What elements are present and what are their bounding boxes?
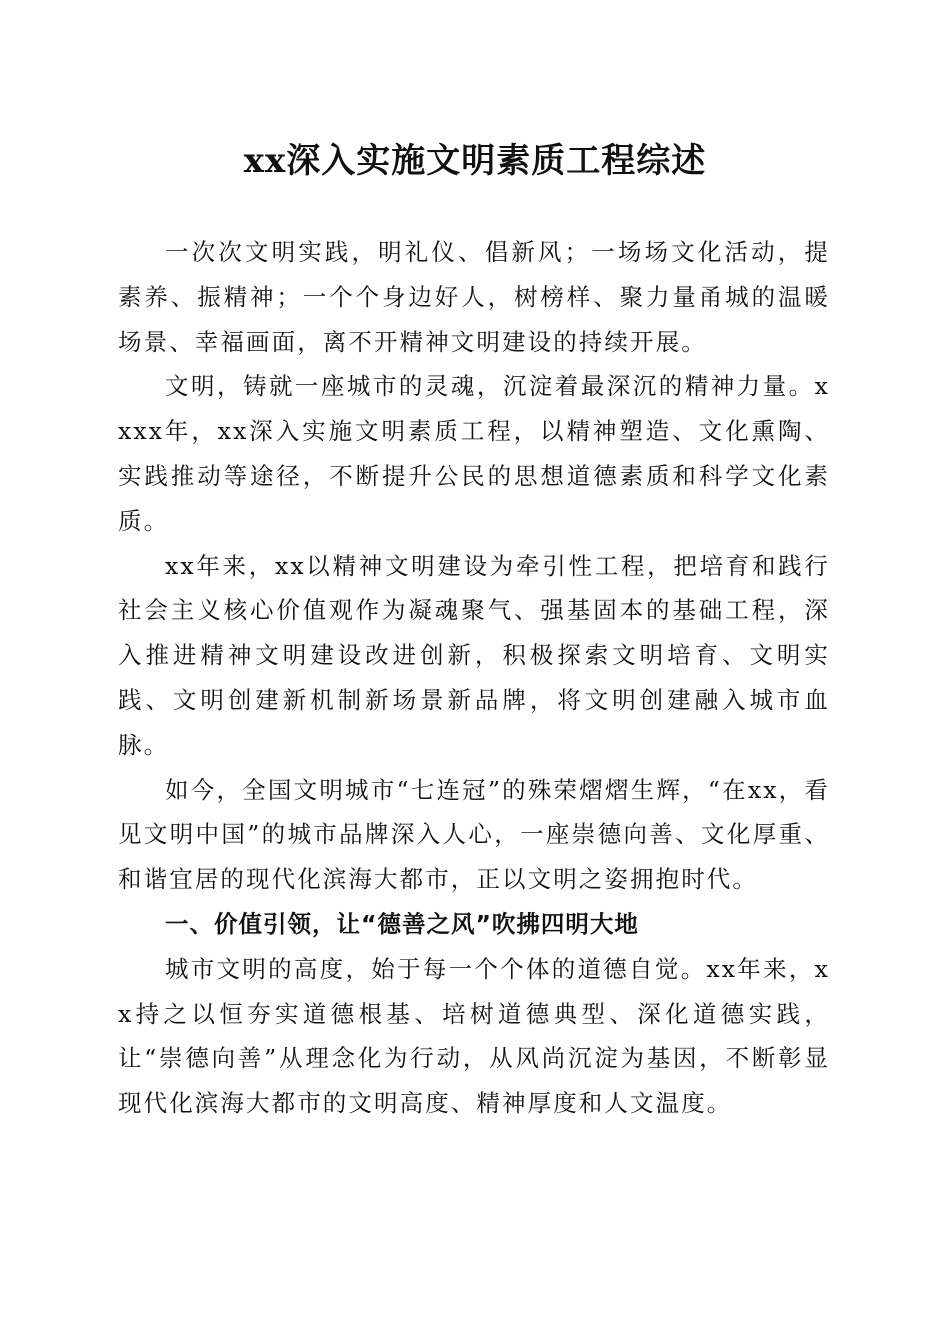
section-paragraph: 城市文明的高度，始于每一个个体的道德自觉。xx年来，xx持之以恒夯实道德根基、培树道德典型、深化道德实践，让“崇德向善”从理念化为行动，从风尚沉淀为基因，不断彰显现代化滨海大都市的文明高度、精神厚度和人文温度。 [118,954,830,1118]
section-heading: 一、价值引领，让“德善之风”吹拂四明大地 [165,909,639,938]
paragraph-intro: 一次次文明实践，明礼仪、倡新风；一场场文化活动，提素养、振精神；一个个身边好人，树榜样、聚力量甬城的温暖场景、幸福画面，离不开精神文明建设的持续开展。 [118,238,830,356]
paragraph-civilization: 文明，铸就一座城市的灵魂，沉淀着最深沉的精神力量。xxxx年，xx深入实施文明素质工程，以精神塑造、文化熏陶、实践推动等途径，不断提升公民的思想道德素质和科学文化素质。 [118,372,830,535]
paragraph-today: 如今，全国文明城市“七连冠”的殊荣熠熠生辉，“在xx，看见文明中国”的城市品牌深入人心，一座崇德向善、文化厚重、和谐宜居的现代化滨海大都市，正以文明之姿拥抱时代。 [118,775,830,894]
document-body [118,230,830,1126]
paragraph-years: xx年来，xx以精神文明建设为牵引性工程，把培育和践行社会主义核心价值观作为凝魂聚气、强基固本的基础工程，深入推进精神文明建设改进创新，积极探索文明培育、文明实践、文明创建新机制新场景新品牌，将文明创建融入城市血脉。 [118,551,830,759]
document-title: xx深入实施文明素质工程综述 [243,141,707,181]
